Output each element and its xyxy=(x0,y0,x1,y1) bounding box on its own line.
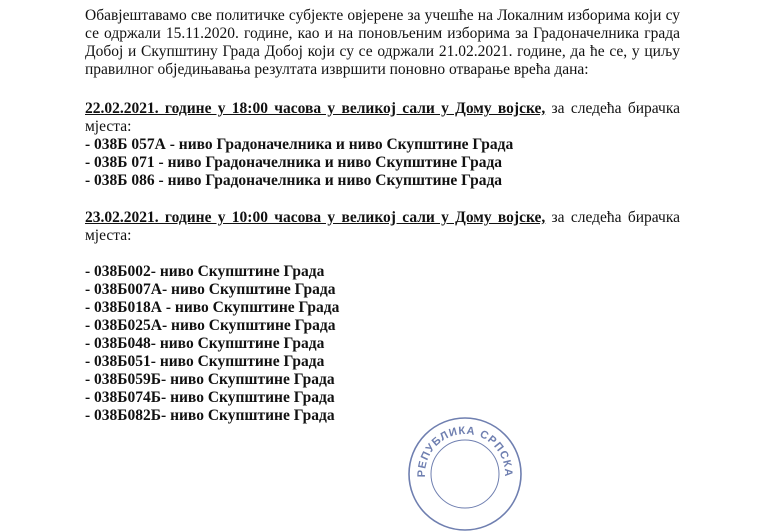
official-stamp xyxy=(405,412,525,532)
session-2-list xyxy=(85,263,605,425)
intro-paragraph: Обавјештавамо све политичке субјекте овјерене за учешће на Локалним изборима који су се одржали 15.11.2020. године, као и на поновљеним изборима за Градоначелника града Добој и Скупштину Града Добој који су се одржали 21.02.2021. године, да ће се, у циљу правилног обједињавања резултата извршити поновно отварање врећа дана: xyxy=(85,7,680,78)
session-1-date: 22.02.2021. године у 18:00 часова у великој сали у Дому војске, xyxy=(85,100,546,117)
session-2-date: 23.02.2021. године у 10:00 часова у великој сали у Дому војске, xyxy=(85,209,546,226)
list-item: - 038Б048- ниво Скупштине Града xyxy=(85,335,325,352)
list-item: - 038Б051- ниво Скупштине Града xyxy=(85,353,325,370)
list-item: - 038Б018А - ниво Скупштине Града xyxy=(85,299,340,316)
list-item: - 038Б002- ниво Скупштине Града xyxy=(85,263,325,280)
list-item: - 038Б 071 - ниво Градоначелника и ниво Скупштине Града xyxy=(85,154,503,171)
list-item: - 038Б059Б- ниво Скупштине Града xyxy=(85,371,335,388)
list-item: - 038Б025А- ниво Скупштине Града xyxy=(85,317,336,334)
stamp-inner-ring xyxy=(431,440,499,508)
session-1-heading xyxy=(85,100,680,136)
session-1-rest: за следећа бирачка мјеста: xyxy=(85,100,680,135)
list-item: - 038Б007А- ниво Скупштине Града xyxy=(85,281,336,298)
session-2-heading xyxy=(85,209,680,245)
list-item: - 038Б074Б- ниво Скупштине Града xyxy=(85,389,335,406)
session-1-list xyxy=(85,136,605,190)
list-item: - 038Б 057А - ниво Градоначелника и ниво Скупштине Града xyxy=(85,136,514,153)
stamp-text: РЕПУБЛИКА СРПСКА xyxy=(415,424,515,478)
list-item: - 038Б082Б- ниво Скупштине Града xyxy=(85,407,335,424)
list-item: - 038Б 086 - ниво Градоначелника и ниво Скупштине Града xyxy=(85,172,503,189)
session-2-rest: за следећа бирачка мјеста: xyxy=(85,209,680,244)
